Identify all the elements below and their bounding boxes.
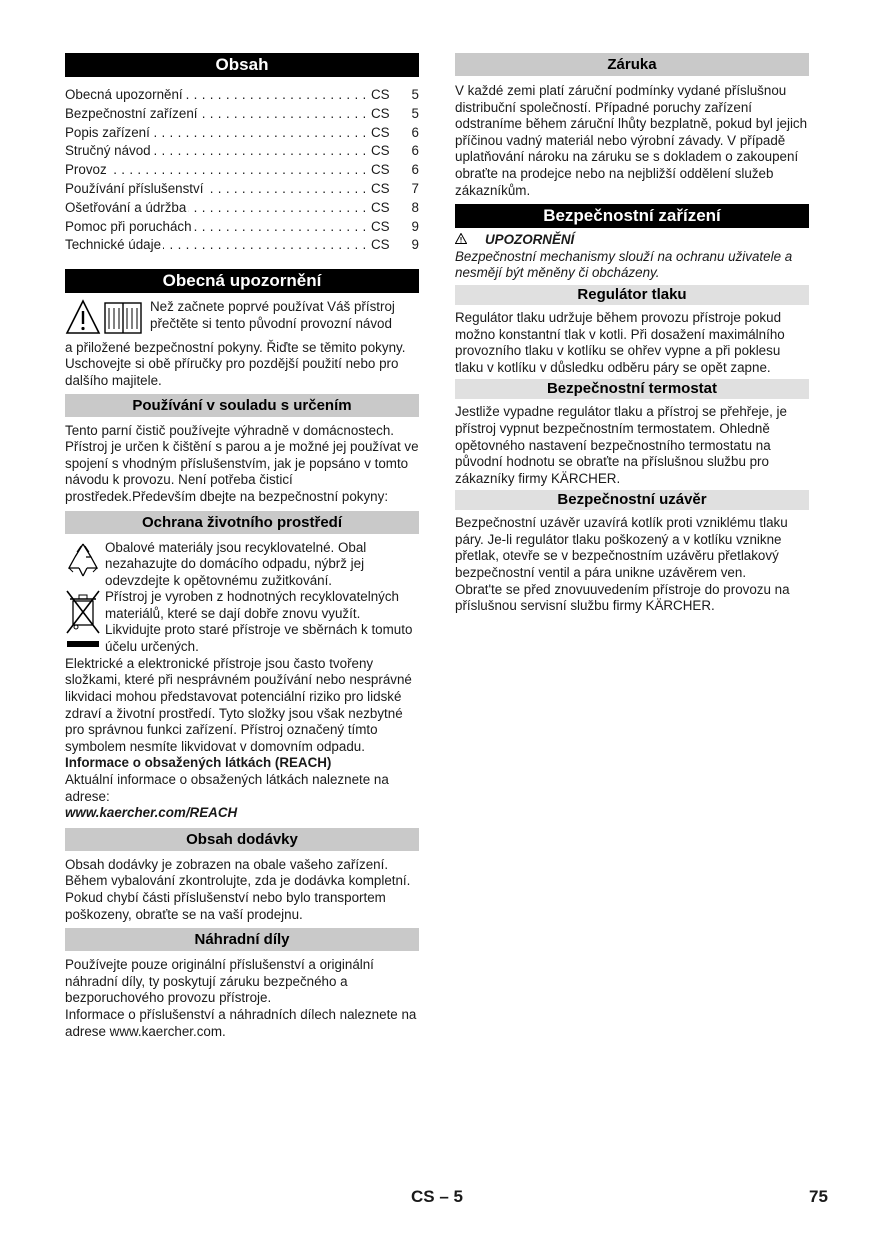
toc-entry-language: CS: [371, 124, 390, 140]
reach-heading: Informace o obsažených látkách (REACH): [65, 755, 332, 771]
intended-use-text: Tento parní čistič používejte výhradně v domácnostech. Přístroj je určen k čištění s parou a je možné jej používat ve spojení s vhodným příslušenstvím, jak je popsáno v tomto návodu k provozu. Není potřeba čisticí prostředek.Především dbejte na bezpečnostní pokyny:: [65, 422, 419, 504]
toc-entry-language: CS: [371, 199, 390, 215]
toc-entry[interactable]: [65, 142, 419, 161]
toc-entry-language: CS: [371, 237, 390, 253]
toc-entry-page: 5: [411, 87, 419, 102]
table-of-contents: [65, 86, 419, 255]
toc-entry-page: 5: [411, 105, 419, 121]
toc-entry-page: 6: [411, 143, 419, 159]
spare-parts-title: Náhradní díly: [65, 928, 419, 951]
general-notes-text: a přiložené bezpečnostní pokyny. Řiďte se těmito pokyny. Uschovejte si obě příručky pro pozdější použití nebo pro dalšího majitele.: [65, 339, 406, 388]
disposal-text: Přístroj je vyroben z hodnotných recyklovatelných materiálů, které se dají dobře znovu využít. Likvidujte proto staré přístroje ve sběrnách k tomuto účelu určených.: [105, 589, 413, 655]
general-notes-title: Obecná upozornění: [65, 269, 419, 293]
toc-entry[interactable]: [65, 124, 419, 143]
toc-entry[interactable]: [65, 236, 419, 255]
safety-lock-text-1: Bezpečnostní uzávěr uzavírá kotlík proti vzniklému tlaku páry. Je-li regulátor tlaku poškozený a v kotlíku vznikne přetlak, otevře se v bezpečnostním uzávěru přetlakový bezpečnostní ventil a pára unikne uzávěrem ven.: [455, 515, 788, 581]
warning-label: UPOZORNĚNÍ: [485, 232, 575, 248]
toc-entry-label: Technické údaje . . .: [65, 236, 365, 255]
toc-entry[interactable]: [65, 199, 419, 218]
safety-lock-title: Bezpečnostní uzávěr: [455, 490, 809, 510]
spare-parts-text-2: Informace o příslušenství a náhradních dílech naleznete na adrese www.kaercher.com.: [65, 1006, 417, 1039]
toc-entry[interactable]: [65, 105, 419, 124]
disposal-row: [65, 589, 419, 656]
scope-text-2: Pokud chybí části příslušenství nebo bylo transportem poškozeny, obraťte se na vaší prodejnu.: [65, 890, 386, 922]
toc-entry-label: Používání příslušenství . . .: [65, 180, 365, 199]
scope-of-delivery-title: Obsah dodávky: [65, 828, 419, 851]
scope-text-1: Obsah dodávky je zobrazen na obale vašeho zařízení. Během vybalování zkontrolujte, zda je dodávka kompletní.: [65, 856, 411, 889]
toc-entry[interactable]: [65, 161, 419, 180]
toc-entry[interactable]: [65, 180, 419, 199]
toc-title: Obsah: [65, 53, 419, 77]
warning-manual-icon: [65, 299, 150, 340]
footer-page-number: 75: [809, 1187, 828, 1206]
safety-devices-title: Bezpečnostní zařízení: [455, 204, 809, 228]
intended-use-title: Používání v souladu s určením: [65, 394, 419, 417]
toc-entry-page: 9: [411, 218, 419, 234]
toc-entry-label: Ošetřování a údržba . . .: [65, 199, 365, 218]
general-notes-intro: [65, 299, 419, 340]
toc-entry-page: 7: [411, 180, 419, 196]
warning-heading: [455, 232, 809, 249]
toc-entry-label: Provoz . . .: [65, 161, 365, 180]
pressure-regulator-text: Regulátor tlaku udržuje během provozu přístroje pokud možno konstantní tlak v kotli. Při dosažení maximálního provozního tlaku v kotlíku se ohřev vypne a při poklesu tlaku v kotlíku v důsledku odběru páry se opět zapne.: [455, 309, 785, 375]
reach-link[interactable]: www.kaercher.com/REACH: [65, 805, 238, 821]
toc-entry-page: 8: [411, 199, 419, 215]
pressure-regulator-title: Regulátor tlaku: [455, 285, 809, 305]
general-notes-intro-text: Než začnete poprvé používat Váš přístroj přečtěte si tento původní provozní návod: [150, 299, 395, 331]
recycling-row: [65, 540, 419, 590]
right-column: [455, 53, 809, 615]
toc-entry-page: 6: [411, 124, 419, 140]
warranty-text: V každé zemi platí záruční podmínky vydané příslušnou distribuční společností. Případné poruchy zařízení odstraníme během záruční lhůty bezplatně, pokud byl jejich příčinou vadný materiál nebo výrobní závady. V případě uplatňování nároku na záruku se s dokladem o zakoupení obraťte na prodejce nebo na nejbližší oddělení služeb zákazníkům.: [455, 83, 808, 198]
toc-entry[interactable]: [65, 218, 419, 237]
toc-entry[interactable]: [65, 86, 419, 105]
toc-entry-label: Pomoc při poruchách . . .: [65, 218, 365, 237]
warranty-title: Záruka: [455, 53, 809, 76]
toc-entry-language: CS: [371, 87, 390, 102]
toc-entry-label: Popis zařízení . . .: [65, 124, 365, 143]
toc-entry-language: CS: [371, 218, 390, 234]
toc-entry-language: CS: [371, 105, 390, 121]
toc-entry-page: 9: [411, 237, 419, 253]
crossed-bin-icon: [65, 589, 105, 656]
toc-entry-label: Bezpečnostní zařízení . . .: [65, 105, 365, 124]
warning-icon: [455, 232, 485, 249]
safety-thermostat-text: Jestliže vypadne regulátor tlaku a přístroj se přehřeje, je přístroj vypnut bezpečnostním termostatem. Ohledně opětovného nastavení bezpečnostního termostatu na původní hodnotu se obraťte na příslušnou službu pro zákazníky firmy KÄRCHER.: [455, 404, 787, 486]
toc-entry-language: CS: [371, 162, 390, 178]
footer-section-label: CS – 5: [411, 1187, 463, 1206]
left-column: [65, 53, 419, 1040]
toc-entry-language: CS: [371, 143, 390, 159]
toc-entry-label: Stručný návod . . .: [65, 142, 365, 161]
safety-thermostat-title: Bezpečnostní termostat: [455, 379, 809, 399]
electronics-text: Elektrické a elektronické přístroje jsou často tvořeny složkami, které při nesprávném používání nebo nesprávné likvidaci mohou představovat potenciální riziko pro lidské zdraví a životní prostředí. Tyto složky jsou však nezbytné pro správnou funkci zařízení. Přístroj označený tímto symbolem nesmíte likvidovat v domovním odpadu.: [65, 655, 412, 754]
reach-text: Aktuální informace o obsažených látkách naleznete na adrese:: [65, 772, 389, 804]
toc-entry-label: Obecná upozornění . . .: [65, 86, 365, 105]
toc-entry-language: CS: [371, 180, 390, 196]
safety-lock-text-2: Obrat'te se před znovuuvedením přístroje do provozu na příslušnou servisní službu firmy KÄRCHER.: [455, 581, 790, 614]
environment-title: Ochrana životního prostředí: [65, 511, 419, 534]
recycling-text: Obalové materiály jsou recyklovatelné. Obal nezahazujte do domácího odpadu, nýbrž jej odevzdejte k opětovnému zužitkování.: [105, 539, 367, 588]
recycling-icon: [65, 540, 105, 590]
warning-text: Bezpečnostní mechanismy slouží na ochranu uživatele a nesmějí být měněny či obcházeny.: [455, 248, 793, 281]
toc-entry-page: 6: [411, 162, 419, 178]
spare-parts-text-1: Používejte pouze originální příslušenství a originální náhradní díly, ty poskytují záruku bezpečného a bezporuchového provozu přístroje.: [65, 957, 374, 1006]
